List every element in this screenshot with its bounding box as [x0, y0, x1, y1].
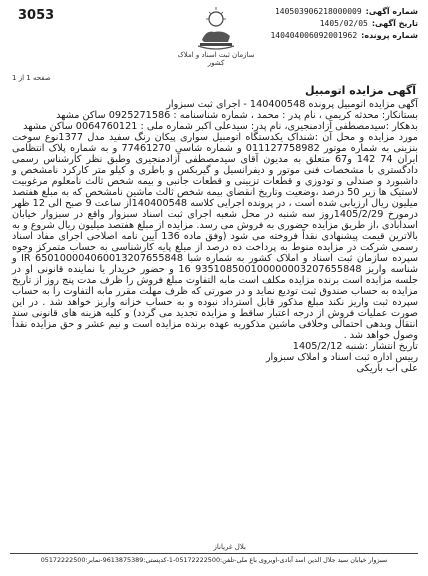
document-body	[12, 99, 418, 374]
footer-divider	[10, 553, 418, 554]
meta-value: 1405/02/05	[319, 19, 368, 28]
lion-and-sun-emblem-icon	[194, 4, 238, 50]
footer-signature: بلال غریاناز	[213, 543, 246, 551]
meta-row-notice-number	[258, 6, 418, 18]
notice-meta	[258, 6, 418, 42]
paragraph-debtor: بدهکار :سیدمصطفی آزادمنجیری، نام پدر: سیدعلی اکبر شماره ملی : 0064760121 ساکن مشهد	[23, 121, 418, 132]
meta-value: 140503906218000009	[274, 7, 362, 16]
paragraph-publish-date: تاریخ انتشار :شنبه 1405/2/12	[292, 341, 418, 352]
organization-name: سازمان ثبت اسناد و املاک کشور	[177, 51, 255, 67]
sheet-number: 3053	[18, 8, 55, 23]
meta-label: تاریخ آگهی:	[371, 19, 418, 28]
page-count: صفحه 1 از 1	[12, 74, 51, 82]
meta-label: شماره پرونده:	[361, 31, 418, 40]
meta-label: شماره آگهی:	[365, 7, 418, 16]
organization-logo	[176, 4, 256, 74]
meta-row-case-number	[258, 30, 418, 42]
paragraph-case-line: آگهی مزایده اتومبیل پرونده 140400548 - اجرای ثبت سبزوار	[166, 99, 418, 110]
document-title: آگهی مزایده اتومبیل	[304, 84, 416, 97]
paragraph-creditor: بستانکار: محدثه کریمی ، نام پدر : محمد ، شماره شناسنامه : 0925271586 ساکن مشهد	[56, 110, 418, 121]
paragraph-auction-details: مورد مزایده و محل آن :شنداک یکدستگاه اتومبیل سواری پیکان رنگ سفید مدل 1377نوع سوخت بنزینی به شماره موتور 011127758982 و شماره شاسی 77461270 و به شماره پلاک انتظامی ایران 74 142 و67 متعلق به مدیون آقای سیدمصطفی آزادمنجیری وطبق نظر کارشناس رسمی دادگستری با مشخصات فنی موتور و دیفرانسیل و گیربکس و باطری و کیلو متر کارکرد نامشخص و داشبورد و صندلی و تودوزی و قطعات تزیینی و قطعات جانبی و بیمه شخص ثالث نامعلوم مرغوبیت لاستیک ها زیر 50 درصد ،وضعیت وتاریخ انقضای بیمه شخص ثالث ماشین نامشخص که به مبلغ هفتصد میلیون ریال ارزیابی شده است ، در پرونده اجرایی کلاسه 140400548از ساعت 9 صبح الی 12 ظهر درمورخ 1405/2/29روز سه شنبه در محل شعبه اجرای ثبت اسناد سبزوار واقع در سبزوار خیابان اسدابادی ،از طریق مزایده حضوری به فروش می رسد. مزایده از مبلغ هفتصد میلیون ریال شروع و به بالاترین قیمت پیشنهادی نقداً فروخته می شود (وفق ماده 136 آیین نامه اصلاحی اجرای مفاد اسناد رسمی شرکت در مزایده منوط به پرداخت ده درصد از مبلغ پایه کارشناسی به حساب متمرکز وجوه سپرده سازمان ثبت اسناد و املاک کشور به شماره شبا IR 650100004060013207655848 و شناسه واریز 935108500100000003207655848 16 و حضور خریدار یا نماینده قانونی او در جلسه مزایده است برنده مزایده مکلف است مابه التفاوت مبلغ فروش را ظرف مدت پنج روز از تاریخ مزایده به حساب صندوق ثبت تودیع نماید و در صورتی که ظرف مهلت مقرر مابه التفاوت را به حساب سپرده ثبت واریز نکند مبلغ مذکور قابل استرداد نبوده و به حساب خزانه واریز خواهد شد . در این صورت عملیات فروش از درجه اعتبار ساقط و مزایده تجدید می گردد) و کلیه هزینه های قانونی سند انتقال وبدهی احتمالی وخلافی ماشین مذکوربه عهده برنده مزایده است و نیم عشر و حق مزایده نقداً وصول خواهد شد .	[12, 132, 419, 341]
meta-row-notice-date	[258, 18, 418, 30]
paragraph-signatory-name: علی اب باریکی	[356, 363, 418, 374]
footer-address: سبزوار خیابان سید جلال الدین اسد آبادی-اوبروی باغ ملی-تلفن:05172222500-1-کدپستی:9613875389-نمابر:05172222500	[40, 556, 388, 564]
meta-value: 140404006092001962	[270, 31, 358, 40]
paragraph-signatory-title: رییس اداره ثبت اسناد و املاک سبزوار	[265, 352, 418, 363]
